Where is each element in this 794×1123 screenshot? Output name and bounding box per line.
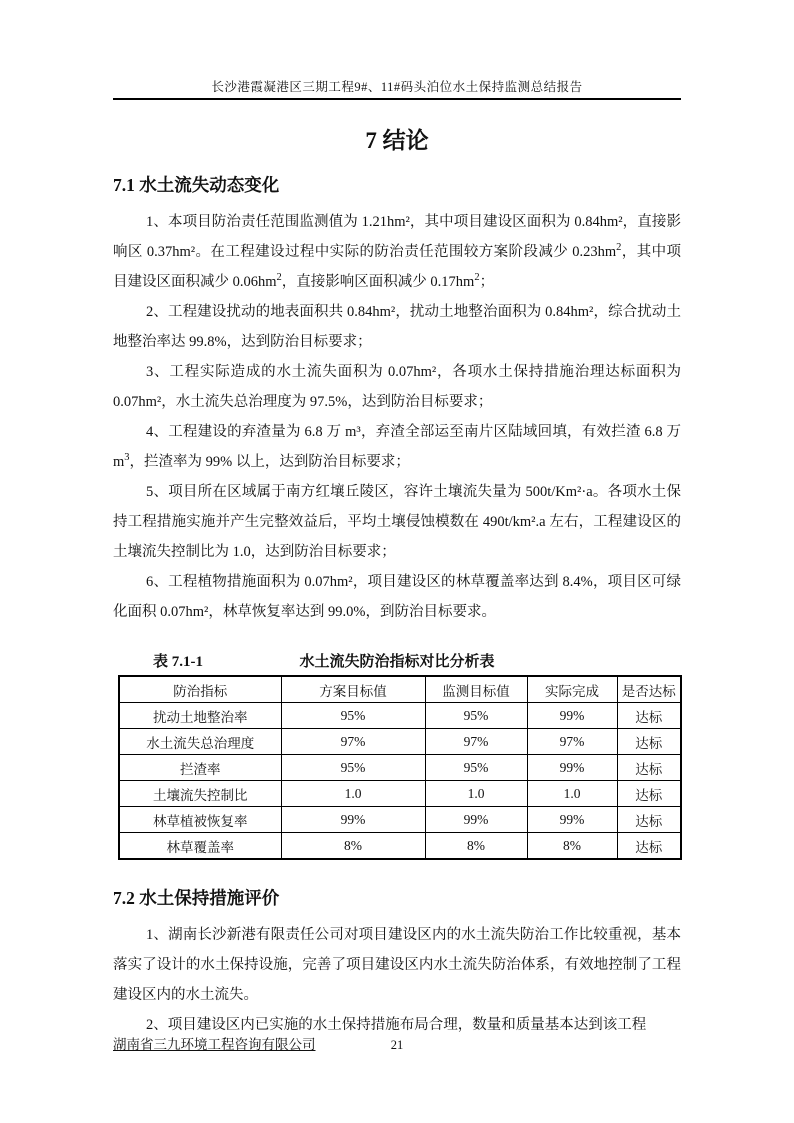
table-cell: 达标 bbox=[617, 755, 681, 781]
table-cell: 水土流失总治理度 bbox=[119, 729, 281, 755]
superscript: 2 bbox=[474, 272, 480, 284]
table-header-cell: 防治指标 bbox=[119, 676, 281, 703]
table-cell: 97% bbox=[527, 729, 617, 755]
page-footer bbox=[113, 1036, 681, 1054]
table-row bbox=[119, 833, 681, 860]
text-run: 2、工程建设扰动的地表面积共 0.84hm²，扰动土地整治面积为 0.84hm²，综合扰动土地整治率达 99.8%，达到防治目标要求； bbox=[113, 304, 681, 350]
superscript: 2 bbox=[276, 272, 282, 284]
paragraph bbox=[113, 920, 681, 1010]
text-run: 1、本项目防治责任范围监测值为 1.21hm²，其中项目建设区面积为 0.84hm²，直接影响区 0.37hm²。在工程建设过程中实际的防治责任范围较方案阶段减少 0.23hm bbox=[113, 214, 681, 260]
text-run: ，拦渣率为 99% 以上，达到防治目标要求； bbox=[129, 454, 410, 470]
table-cell: 1.0 bbox=[527, 781, 617, 807]
erosion-control-indicators-table bbox=[118, 675, 682, 860]
table-cell: 林草植被恢复率 bbox=[119, 807, 281, 833]
paragraph bbox=[113, 417, 681, 477]
text-run: 4、工程建设的弃渣量为 6.8 万 m³，弃渣全部运至南片区陆域回填，有效拦渣 6.8 万 m bbox=[113, 424, 681, 470]
table-cell: 8% bbox=[281, 833, 425, 860]
table-cell: 99% bbox=[281, 807, 425, 833]
table-cell: 99% bbox=[527, 755, 617, 781]
section-7-1-paragraphs bbox=[113, 207, 681, 627]
paragraph bbox=[113, 477, 681, 567]
text-run: 3、工程实际造成的水土流失面积为 0.07hm²，各项水土保持措施治理达标面积为 0.07hm²，水土流失总治理度为 97.5%，达到防治目标要求； bbox=[113, 364, 681, 410]
chapter-title: 7 结论 bbox=[365, 128, 429, 153]
section-7-2-paragraphs bbox=[113, 920, 681, 1040]
section-soil-erosion-dynamics bbox=[113, 173, 681, 860]
table-cell: 97% bbox=[281, 729, 425, 755]
text-run: 1、湖南长沙新港有限责任公司对项目建设区内的水土流失防治工作比较重视，基本落实了设计的水土保持设施，完善了项目建设区内水土流失防治体系，有效地控制了工程建设区内的水土流失。 bbox=[113, 927, 681, 1003]
table-caption-title: 水土流失防治指标对比分析表 bbox=[299, 654, 495, 670]
section-heading-7-2: 7.2 水土保持措施评价 bbox=[113, 888, 280, 908]
table-cell: 95% bbox=[425, 755, 527, 781]
table-cell: 95% bbox=[281, 755, 425, 781]
section-conservation-measures-evaluation bbox=[113, 886, 681, 1040]
table-header-row bbox=[119, 676, 681, 703]
table-cell: 土壤流失控制比 bbox=[119, 781, 281, 807]
table-cell: 1.0 bbox=[281, 781, 425, 807]
table-row bbox=[119, 781, 681, 807]
table-cell: 97% bbox=[425, 729, 527, 755]
text-run: ； bbox=[479, 274, 495, 290]
table-header-cell: 实际完成 bbox=[527, 676, 617, 703]
table-cell: 达标 bbox=[617, 703, 681, 729]
text-run: 6、工程植物措施面积为 0.07hm²，项目建设区的林草覆盖率达到 8.4%，项目区可绿化面积 0.07hm²，林草恢复率达到 99.0%，到防治目标要求。 bbox=[113, 574, 681, 620]
table-cell: 1.0 bbox=[425, 781, 527, 807]
table-cell: 达标 bbox=[617, 729, 681, 755]
table-cell: 95% bbox=[281, 703, 425, 729]
paragraph bbox=[113, 207, 681, 297]
table-cell: 达标 bbox=[617, 781, 681, 807]
table-cell: 达标 bbox=[617, 833, 681, 860]
table-row bbox=[119, 755, 681, 781]
table-cell: 扰动土地整治率 bbox=[119, 703, 281, 729]
table-caption-label: 表 7.1-1 bbox=[153, 654, 203, 670]
table-cell: 林草覆盖率 bbox=[119, 833, 281, 860]
text-run: 5、项目所在区域属于南方红壤丘陵区，容许土壤流失量为 500t/Km²·a。各项水土保持工程措施实施并产生完整效益后，平均土壤侵蚀模数在 490t/km².a 左右，工程建设区的土壤流失控制比为 1.0，达到防治目标要求； bbox=[113, 484, 681, 560]
table-row bbox=[119, 729, 681, 755]
paragraph bbox=[113, 357, 681, 417]
table-cell: 99% bbox=[527, 807, 617, 833]
table-header-cell: 方案目标值 bbox=[281, 676, 425, 703]
superscript: 2 bbox=[616, 242, 622, 254]
section-heading-7-1: 7.1 水土流失动态变化 bbox=[113, 175, 280, 195]
table-cell: 95% bbox=[425, 703, 527, 729]
table-cell: 99% bbox=[425, 807, 527, 833]
table-cell: 8% bbox=[527, 833, 617, 860]
table-row bbox=[119, 807, 681, 833]
superscript: 3 bbox=[124, 452, 130, 464]
table-cell: 99% bbox=[527, 703, 617, 729]
table-cell: 拦渣率 bbox=[119, 755, 281, 781]
table-header-cell: 监测目标值 bbox=[425, 676, 527, 703]
page-number: 21 bbox=[390, 1038, 404, 1052]
text-run: ，其中项目建设区面积减少 0.06hm bbox=[113, 244, 682, 290]
table-cell: 达标 bbox=[617, 807, 681, 833]
text-run: 2、项目建设区内已实施的水土保持措施布局合理，数量和质量基本达到该工程 bbox=[146, 1017, 647, 1033]
paragraph bbox=[113, 297, 681, 357]
text-run: ，直接影响区面积减少 0.17hm bbox=[281, 274, 475, 290]
table-cell: 8% bbox=[425, 833, 527, 860]
footer-company-name: 湖南省三九环境工程咨询有限公司 bbox=[113, 1037, 316, 1052]
running-header: 长沙港霞凝港区三期工程9#、11#码头泊位水土保持监测总结报告 bbox=[113, 80, 681, 100]
paragraph bbox=[113, 567, 681, 627]
table-row bbox=[119, 703, 681, 729]
table-caption bbox=[113, 652, 681, 672]
page-content bbox=[113, 80, 681, 1040]
table-header-cell: 是否达标 bbox=[617, 676, 681, 703]
